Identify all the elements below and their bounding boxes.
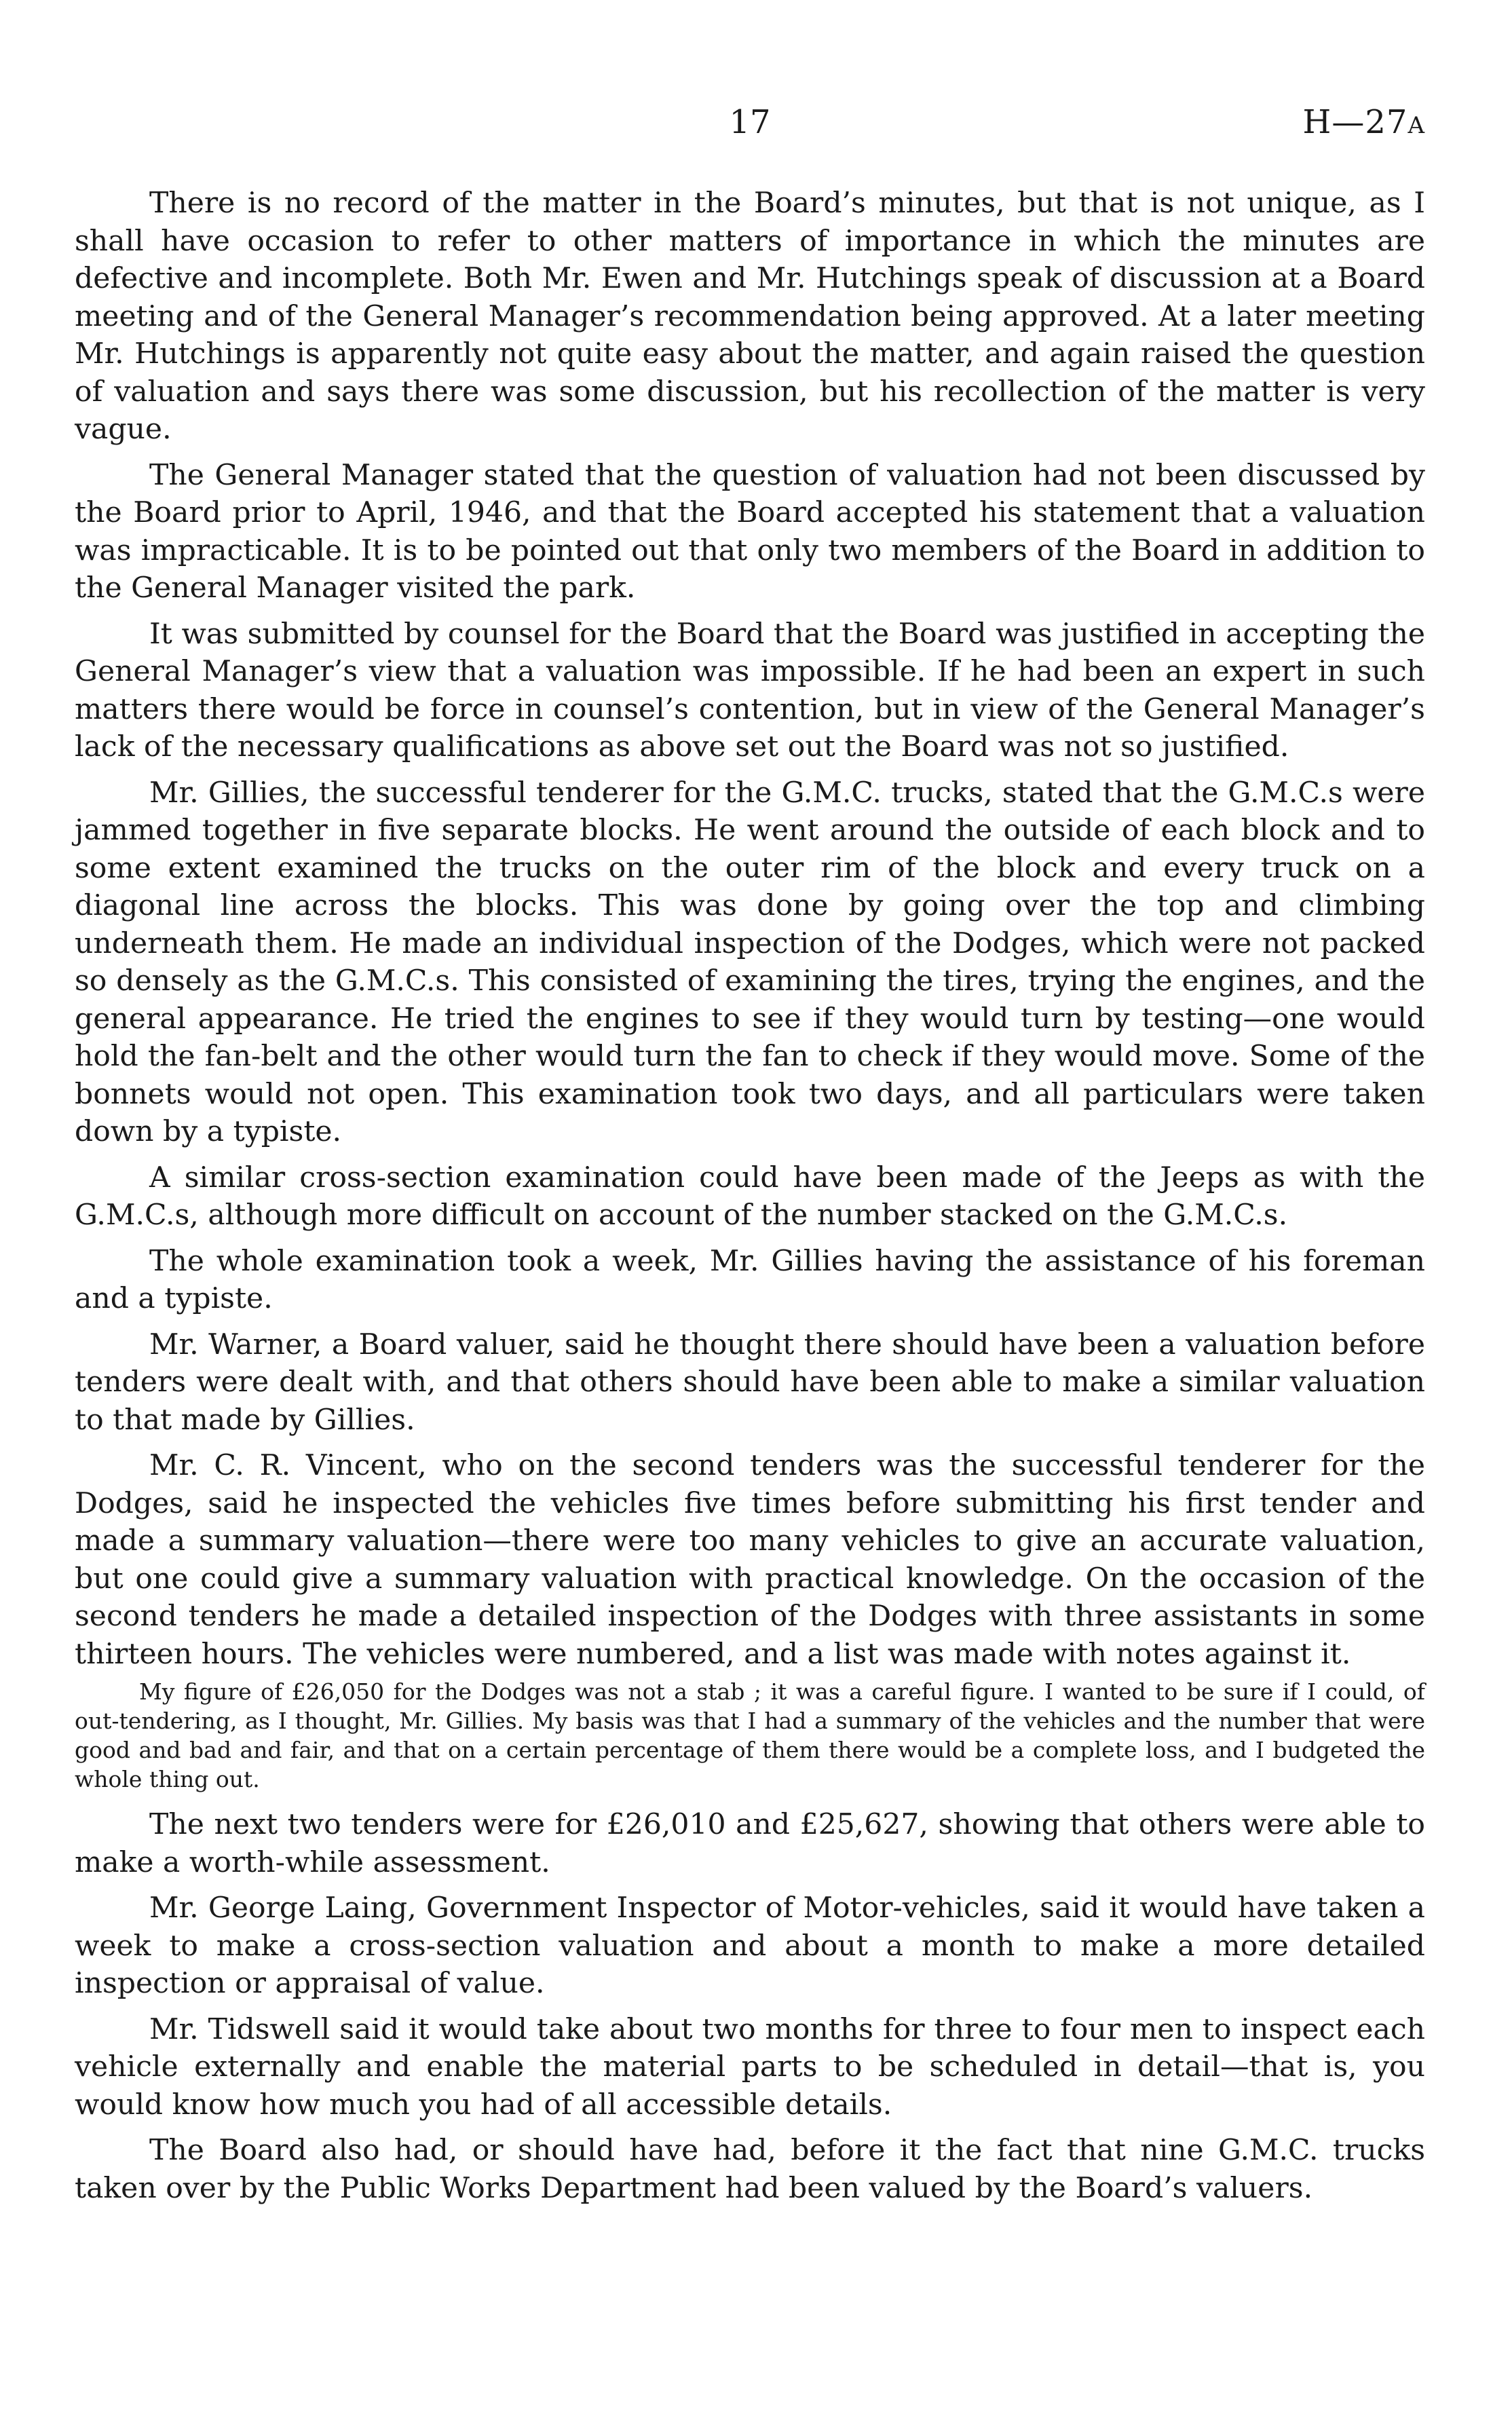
document-reference-main: H—27 [1302, 103, 1408, 141]
page-number: 17 [729, 103, 771, 141]
paragraph-gillies-inspection: Mr. Gillies, the successful tenderer for the G.M.C. trucks, stated that the G.M.C.s were jammed together in five separate blocks. He went around the outside of each block and to some extent examined the trucks on the outer rim of the block and every truck on a diagonal line across the blocks. This was done by going over the top and climbing underneath them. He made an individual inspection of the Dodges, which were not packed so densely as the G.M.C.s. This consisted of examining the tires, trying the engines, and the general appearance. He tried the engines to see if they would turn by testing—one would hold the fan-belt and the other would turn the fan to check if they would move. Some of the bonnets would not open. This examination took two days, and all particulars were taken down by a typiste. [75, 776, 1425, 1148]
quoted-evidence: My figure of £26,050 for the Dodges was not a stab ; it was a careful figure. I wanted to be sure if I could, of out-tendering, as I thought, Mr. Gillies. My basis was that I had a summary of the vehicles and the number that were good and bad and fair, and that on a certain percentage of them there would be a complete loss, and I budgeted the whole thing out. [75, 1678, 1425, 1792]
paragraph-general-manager-statement: The General Manager stated that the question of valuation had not been discussed by the Board prior to April, 1946, and that the Board accepted his statement that a valuation was impracticable. It is to be pointed out that only two members of the Board in addition to the General Manager visited the park. [75, 458, 1425, 605]
paragraph-next-tenders: The next two tenders were for £26,010 and £25,627, showing that others were able to make a worth-while assessment. [75, 1808, 1425, 1879]
document-reference-suffix: A [1407, 112, 1425, 139]
paragraph-tidswell: Mr. Tidswell said it would take about two months for three to four men to inspect each vehicle externally and enable the material parts to be scheduled in detail—that is, you would know how much you had of all accessible details. [75, 2012, 1425, 2122]
paragraph-warner-valuer: Mr. Warner, a Board valuer, said he thought there should have been a valuation before tenders were dealt with, and that others should have been able to make a similar valuation to that made by Gillies. [75, 1328, 1425, 1437]
paragraph-board-minutes: There is no record of the matter in the Board’s minutes, but that is not unique, as I shall have occasion to refer to other matters of importance in which the minutes are defective and incomplete. Both Mr. Ewen and Mr. Hutchings speak of discussion at a Board meeting and of the General Manager’s recommendation being approved. At a later meeting Mr. Hutchings is apparently not quite easy about the matter, and again raised the question of valuation and says there was some discussion, but his recollection of the matter is very vague. [75, 187, 1425, 446]
paragraph-vincent-tenderer: Mr. C. R. Vincent, who on the second tenders was the successful tenderer for the Dodges, said he inspected the vehicles five times before submitting his first tender and made a summary valuation—there were too many vehicles to give an accurate valuation, but one could give a summary valuation with practical knowledge. On the occasion of the second tenders he made a detailed inspection of the Dodges with three assistants in some thirteen hours. The vehicles were numbered, and a list was made with notes against it. [75, 1449, 1425, 1671]
paragraph-public-works-valuation: The Board also had, or should have had, before it the fact that nine G.M.C. trucks taken over by the Public Works Department had been valued by the Board’s valuers. [75, 2134, 1425, 2205]
paragraph-jeeps-examination: A similar cross-section examination could have been made of the Jeeps as with the G.M.C.s, although more difficult on account of the number stacked on the G.M.C.s. [75, 1161, 1425, 1232]
paragraph-counsel-submission: It was submitted by counsel for the Board that the Board was justified in accepting the General Manager’s view that a valuation was impossible. If he had been an expert in such matters there would be force in counsel’s contention, but in view of the General Manager’s lack of the necessary qualifications as above set out the Board was not so justified. [75, 617, 1425, 764]
body-text [75, 185, 1425, 2215]
paragraph-laing-inspector: Mr. George Laing, Government Inspector of Motor-vehicles, said it would have taken a week to make a cross-section valuation and about a month to make a more detailed inspection or appraisal of value. [75, 1891, 1425, 2000]
document-reference [1303, 102, 1426, 146]
page-header [75, 102, 1425, 149]
paragraph-whole-examination: The whole examination took a week, Mr. Gillies having the assistance of his foreman and a typiste. [75, 1244, 1425, 1315]
